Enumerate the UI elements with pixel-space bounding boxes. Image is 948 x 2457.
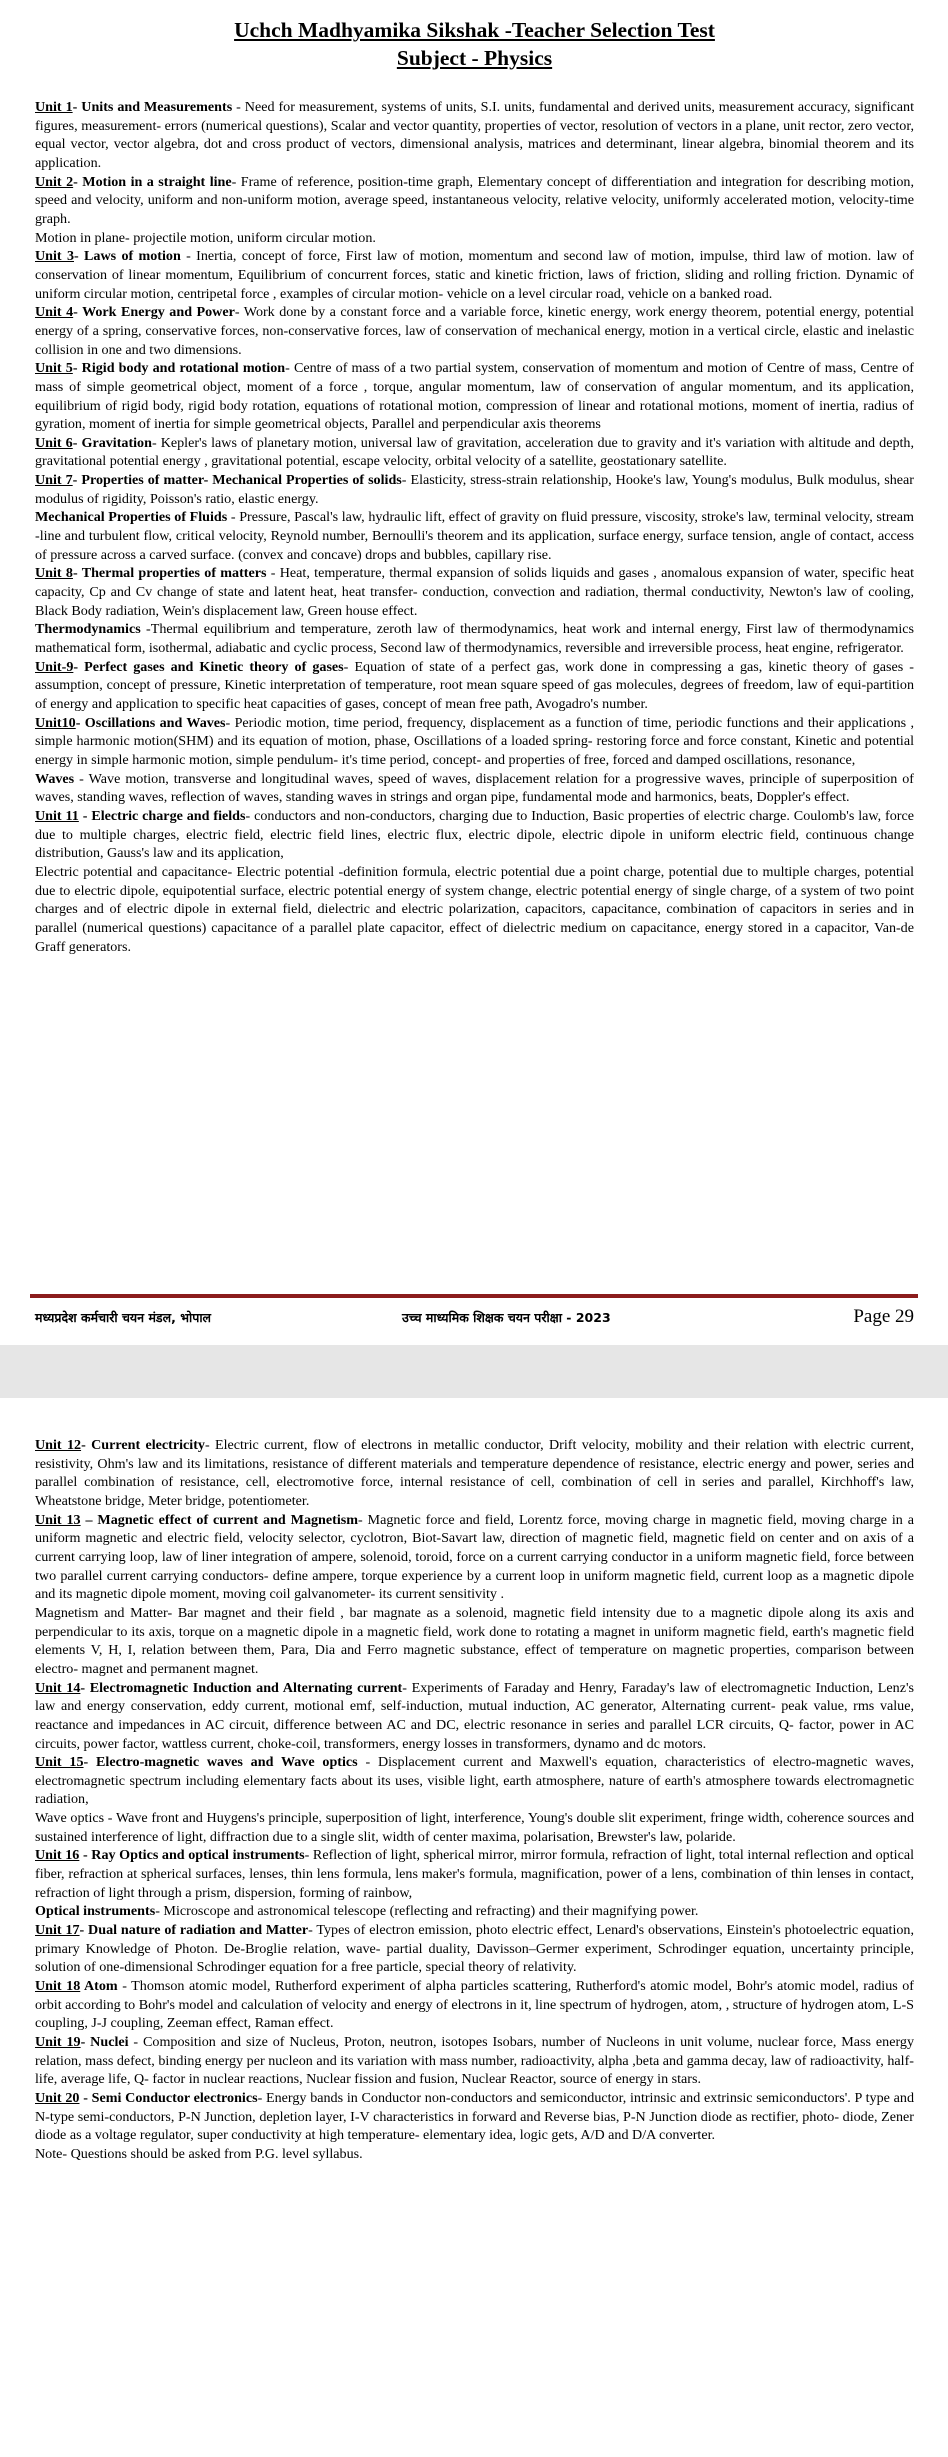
unit-topics: Magnetism and Matter- Bar magnet and their field , bar magnate as a solenoid, magnetic field intensity due to a magnetic dipole along its axis and perpendicular to its axis, torque on a magnetic dipole in a magnetic field, work done to rotating a magnet in uniform magnetic field, earth's magnetic field elements V, H, I, relation between them, Para, Dia and Ferro magnetic substance, effect of temperature on magnetic properties, comparison between electro- magnet and permanent magnet. (35, 1604, 914, 1677)
syllabus-paragraph (35, 1846, 914, 1902)
unit-title: - Current electricity (81, 1437, 205, 1453)
unit-topics: - Energy bands in Conductor non-conductors and semiconductor, intrinsic and extrinsic semiconductors'. P type and N-type semi-conductors, P-N Junction, depletion layer, I-V characteristics in forward and Reverse bias, P-N Junction diode as rectifier, photo- diode, Zener diode as a voltage regulator, super conductivity at high temperature- elementary idea, logic gets, A/D and D/A converter. (35, 2089, 914, 2144)
syllabus-paragraph (35, 807, 914, 863)
syllabus-paragraph (35, 658, 914, 714)
unit-heading (35, 472, 402, 488)
unit-number: Unit 3 (35, 248, 74, 265)
unit-topics: - Centre of mass of a two partial system, conservation of momentum and motion of Centre of mass, Centre of mass of simple geometrical object, moment of a force , torque, angular momentum, law of conservation of angular momentum, and its application, equilibrium of rigid body, rigid body rotation, equations of rotational motion, compression of linear and rotational motions, moment of inertia, radius of gyration, moment of inertia for simple geometrical objects, Parallel and perpendicular axis theorems (35, 360, 914, 433)
unit-title: - Units and Measurements (72, 99, 233, 115)
unit-title: - Electric charge and fields (78, 807, 246, 824)
title-block (35, 0, 914, 72)
syllabus-paragraph (35, 620, 914, 657)
unit-topics: - Composition and size of Nucleus, Proton, neutron, isotopes Isobars, number of Nucleons in unit volume, nuclear force, Mass energy relation, mass defect, binding energy per nucleon and its variation with mass number, radioactivity, alpha ,beta and gamma decay, law of radioactivity, half- life, average life, Q- factor in nuclear reactions, Nuclear fission and fusion, Nuclear Reactor, source of energy in stars. (35, 2034, 914, 2088)
syllabus-paragraph (35, 1604, 914, 1679)
syllabus-paragraph (35, 2145, 914, 2164)
syllabus-paragraph (35, 1436, 914, 1511)
unit-title: - Electro-magnetic waves and Wave optics (83, 1754, 358, 1771)
unit-topics: - Experiments of Faraday and Henry, Faraday's law of electromagnetic Induction, Lenz's law and energy conservation, eddy current, motional emf, self-induction, mutual induction, AC generator, Alternating current- peak value, rms value, reactance and impedances in AC circuit, difference between AC and DC, electric resonance in series and parallel LCR circuits, Q- factor, power in AC circuits, power factor, wattless current, choke-coil, transformers, energy losses in transformers, dynamo and dc motors. (35, 1679, 914, 1752)
syllabus-paragraph (35, 1977, 914, 2033)
unit-heading (35, 1847, 305, 1863)
unit-title: - Properties of matter- Mechanical Properties of solids (72, 472, 402, 489)
unit-heading (35, 1903, 155, 1919)
unit-topics: - Need for measurement, systems of units, S.I. units, fundamental and derived units, measurement accuracy, significant figures, measurement- errors (numerical questions), Scalar and vector quantity, properties of vector, resolution of vectors in a plane, unit rector, zero vector, equal vector, vector algebra, dot and cross product of vectors, dimensional analysis, matrices and determinant, linear algebra, binomial theorem and its application. (35, 99, 915, 171)
unit-heading (35, 565, 266, 581)
unit-heading (35, 1680, 402, 1696)
unit-topics: - Heat, temperature, thermal expansion of solids liquids and gases , anomalous expansion of water, specific heat capacity, Cp and Cv change of state and latent heat, heat transfer- conduction, convection and radiation, thermal conductivity, Newton's law of cooling, Black Body radiation, Wein's displacement law, Green house effect. (35, 565, 915, 619)
unit-heading (35, 771, 74, 787)
syllabus-content-page1 (35, 98, 914, 956)
unit-number: Unit 12 (35, 1437, 82, 1453)
unit-topics: - Inertia, concept of force, First law of motion, momentum and second law of motion, impulse, third law of motion. law of conservation of linear momentum, Equilibrium of concurrent forces, static and kinetic friction, laws of friction, sliding and rolling friction. Dynamic of uniform circular motion, centripetal force , examples of circular motion- vehicle on a level circular road, vehicle on a banked road. (35, 248, 914, 302)
unit-number: Unit 6 (35, 434, 73, 451)
syllabus-paragraph (35, 770, 914, 807)
syllabus-paragraph (35, 2033, 914, 2089)
unit-topics: - Elasticity, stress-strain relationship, Hooke's law, Young's modulus, Bulk modulus, shear modulus of rigidity, Poisson's ratio, elastic energy. (35, 472, 914, 507)
unit-heading (35, 509, 227, 525)
unit-topics: - Magnetic force and field, Lorentz force, moving charge in magnetic field, moving charge in a uniform magnetic and electric field, velocity selector, cyclotron, Biot-Savart law, direction of magnetic field, magnetic field on center and on axis of a current carrying loop, law of liner integration of ampere, solenoid, toroid, force on a current carrying conductor in a uniform magnetic field, force between two parallel current carrying conductors- define ampere, torque experience by a current loop in uniform magnetic field, current loop as a magnetic dipole and its magnetic dipole moment, moving coil galvanometer- its current sensitivity . (35, 1511, 914, 1603)
unit-number: Unit 15 (35, 1754, 84, 1771)
unit-topics: - Types of electron emission, photo electric effect, Lenard's observations, Einstein's photoelectric equation, primary Knowledge of Photon. De-Broglie relation, wave- partial duality, Davisson–Germer experiment, Schrodinger equation, uncertainty principle, solution of one-dimensional Schrodinger equation for a free particle, special theory of relativity. (35, 1922, 915, 1976)
unit-topics: - Periodic motion, time period, frequency, displacement as a function of time, periodic functions and their applications , simple harmonic motion(SHM) and its equation of motion, phase, Oscillations of a loaded spring- restoring force and force constant, Kinetic and potential energy in simple harmonic motion, simple pendulum- it's time period, concept- and properties of free, forced and damped oscillations, resonance, (35, 714, 915, 768)
unit-number: Unit 18 (35, 1978, 81, 1995)
syllabus-paragraph (35, 229, 914, 248)
document-subtitle: Subject - Physics (396, 46, 553, 70)
syllabus-paragraph (35, 471, 914, 508)
unit-topics: - Microscope and astronomical telescope (reflecting and refracting) and their magnifying power. (155, 1903, 699, 1920)
unit-topics: - Kepler's laws of planetary motion, universal law of gravitation, acceleration due to gravity and it's variation with altitude and depth, gravitational potential energy , gravitational potential, escape velocity, orbital velocity of a satellite, geostationary satellite. (35, 434, 914, 470)
unit-topics: - Reflection of light, spherical mirror, mirror formula, refraction of light, total internal reflection and optical fiber, refraction at spherical surfaces, lenses, thin lens formula, lens maker's formula, magnification, power of a lens, combination of thin lenses in contact, refraction of light through a prism, dispersion, forming of rainbow, (35, 1847, 914, 1901)
unit-heading (35, 2090, 258, 2106)
unit-title: - Ray Optics and optical instruments (79, 1847, 305, 1864)
unit-topics: Wave optics - Wave front and Huygens's principle, superposition of light, interference, Young's double slit experiment, fringe width, coherence sources and sustained interference of light, diffraction due to a single slit, width of center maxima, polarisation, Brewster's law, polaride. (35, 1810, 914, 1845)
footer-rule (30, 1294, 918, 1298)
unit-title: - Electromagnetic Induction and Alternating current (80, 1679, 403, 1696)
unit-title: Thermodynamics (35, 621, 141, 638)
syllabus-paragraph (35, 434, 914, 471)
document-title: Uchch Madhyamika Sikshak -Teacher Selection Test (234, 18, 715, 42)
syllabus-paragraph (35, 1809, 914, 1846)
syllabus-paragraph (35, 98, 914, 173)
unit-heading (35, 1978, 118, 1994)
unit-number: Unit 5 (35, 360, 73, 377)
syllabus-paragraph (35, 508, 914, 564)
unit-heading (35, 360, 285, 376)
unit-topics: -Thermal equilibrium and temperature, zeroth law of thermodynamics, heat work and internal energy, First law of thermodynamics mathematical form, isothermal, adiabatic and cyclic process, Second law of thermodynamics, reversible and irreversible process, heat engine, refrigerator. (35, 621, 914, 657)
syllabus-paragraph (35, 2089, 914, 2145)
unit-heading (35, 435, 152, 451)
unit-title: - Semi Conductor electronics (79, 2089, 258, 2106)
unit-heading (35, 659, 344, 675)
unit-title: - Perfect gases and Kinetic theory of gases (73, 658, 344, 675)
unit-number: Unit 8 (35, 565, 73, 582)
page-30 (0, 1398, 948, 2457)
footer-exam-name: उच्च माध्यमिक शिक्षक चयन परीक्षा - 2023 (402, 1310, 611, 1325)
unit-number: Unit 16 (35, 1847, 80, 1864)
syllabus-paragraph (35, 247, 914, 303)
unit-title: - Dual nature of radiation and Matter (79, 1922, 309, 1939)
unit-heading (35, 1922, 308, 1938)
syllabus-paragraph (35, 863, 914, 956)
unit-number: Unit-9 (35, 658, 74, 675)
unit-number: Unit10 (35, 714, 76, 731)
unit-topics: Motion in plane- projectile motion, uniform circular motion. (35, 229, 376, 246)
unit-topics: - Wave motion, transverse and longitudinal waves, speed of waves, displacement relation for a progressive waves, principle of superposition of waves, standing waves, reflection of waves, standing waves in strings and organ pipe, fundamental mode and harmonics, beats, Doppler's effect. (35, 770, 914, 806)
page-footer (35, 1306, 914, 1330)
unit-topics: Electric potential and capacitance- Electric potential -definition formula, electric potential due a point charge, potential due to multiple charges, potential due to electric dipole, equipotential surface, electric potential energy of system change, electric potential energy of single charge, of a system of two point charges and of electric dipole in external field, dielectric and electric polarization, capacitors, capacitance, combination of capacitors in series and in parallel (numerical questions) capacitance of a parallel plate capacitor, effect of dielectric medium on capacitance, energy stored in a capacitor, Van-de Graff generators. (35, 863, 914, 955)
unit-number: Unit 4 (35, 304, 74, 321)
unit-title: Waves (35, 770, 75, 787)
unit-title: Mechanical Properties of Fluids (35, 509, 228, 526)
unit-heading (35, 1512, 358, 1528)
unit-title: - Thermal properties of matters (72, 565, 267, 582)
unit-heading (35, 715, 226, 731)
unit-topics: - Equation of state of a perfect gas, work done in compressing a gas, kinetic theory of gases - assumption, concept of pressure, Kinetic interpretation of temperature, root mean square speed of gas molecules, degrees of freedom, law of equi-partition of energy and application to specific heat capacities of gases, concept of mean free path, Avogadro's number. (35, 658, 914, 712)
unit-title: - Oscillations and Waves (75, 714, 226, 731)
footer-board-name: मध्यप्रदेश कर्मचारी चयन मंडल, भोपाल (35, 1310, 212, 1325)
unit-heading (35, 808, 246, 824)
unit-topics: - conductors and non-conductors, charging due to Induction, Basic properties of electric charge. Coulomb's law, force due to multiple charges, electric field, electric field lines, electric flux, electric dipole, electric dipole in uniform electric field, continuous change distribution, Gauss's law and its application, (35, 807, 914, 862)
syllabus-paragraph (35, 1921, 914, 1977)
unit-title: - Gravitation (72, 434, 152, 451)
unit-topics: - Pressure, Pascal's law, hydraulic lift, effect of gravity on fluid pressure, viscosity, stroke's law, terminal velocity, stream -line and turbulent flow, critical velocity, Reynold number, Bernoulli's theorem and its application, surface energy, surface tension, angle of contact, access of pressure across a carved surface. (convex and concave) drops and bubbles, capillary rise. (35, 509, 914, 563)
unit-title: - Nuclei (80, 2034, 129, 2050)
unit-heading (35, 174, 232, 190)
syllabus-paragraph (35, 359, 914, 434)
syllabus-content-page2 (35, 1436, 914, 2164)
unit-topics: Note- Questions should be asked from P.G. level syllabus. (35, 2145, 363, 2162)
syllabus-paragraph (35, 714, 914, 770)
unit-title: - Motion in a straight line (73, 173, 232, 190)
unit-title: Optical instruments (35, 1903, 156, 1920)
syllabus-paragraph (35, 1511, 914, 1604)
syllabus-paragraph (35, 173, 914, 229)
unit-heading (35, 1437, 205, 1453)
unit-heading (35, 621, 141, 637)
unit-title: - Laws of motion (74, 248, 181, 265)
syllabus-paragraph (35, 1902, 914, 1921)
unit-heading (35, 99, 232, 115)
unit-heading (35, 248, 181, 264)
unit-number: Unit 1 (35, 99, 73, 115)
unit-number: Unit 13 (35, 1511, 81, 1528)
unit-topics: - Frame of reference, position-time graph, Elementary concept of differentiation and integration for describing motion, speed and velocity, uniform and non-uniform motion, average speed, instantaneous velocity, relative velocity, uniformly accelerated motion, velocity-time graph. (35, 173, 914, 227)
unit-title: Atom (80, 1978, 118, 1995)
unit-number: Unit 14 (35, 1679, 81, 1696)
unit-topics: - Work done by a constant force and a variable force, kinetic energy, work energy theorem, potential energy, potential energy of a spring, conservative forces, non-conservative forces, law of conservation of mechanical energy, motion in a vertical circle, elastic and inelastic collision in one and two dimensions. (35, 304, 914, 358)
syllabus-paragraph (35, 1679, 914, 1754)
unit-topics: - Electric current, flow of electrons in metallic conductor, Drift velocity, mobility and their relation with electric current, resistivity, Ohm's law and its limitations, resistance of different materials and temperature dependence of resistance, electric energy and power, series and parallel combination of resistance, cell, electromotive force, internal resistance of cell, combination of cell in series and parallel, Kirchhoff's law, Wheatstone bridge, Meter bridge, potentiometer. (35, 1437, 915, 1509)
unit-heading (35, 1754, 358, 1770)
unit-number: Unit 20 (35, 2089, 80, 2106)
unit-number: Unit 11 (35, 807, 79, 824)
unit-title: - Work Energy and Power (73, 304, 235, 321)
unit-number: Unit 19 (35, 2034, 81, 2050)
unit-number: Unit 7 (35, 472, 73, 489)
syllabus-paragraph (35, 303, 914, 359)
unit-heading (35, 2034, 129, 2050)
unit-number: Unit 17 (35, 1922, 80, 1939)
unit-topics: - Displacement current and Maxwell's equation, characteristics of electro-magnetic waves, electromagnetic spectrum including elementary facts about its uses, visible light, earth atmosphere, nature of earth's atmosphere towards electromagnetic radiation, (35, 1754, 915, 1808)
syllabus-paragraph (35, 1753, 914, 1809)
unit-title: - Rigid body and rotational motion (72, 360, 286, 377)
unit-topics: - Thomson atomic model, Rutherford experiment of alpha particles scattering, Rutherford's atomic model, Bohr's atomic model, radius of orbit according to Bohr's model and calculation of velocity and energy of electrons in it, line spectrum of hydrogen, atom, , structure of hydrogen atom, L-S coupling, J-J coupling, Zeeman effect, Raman effect. (35, 1978, 914, 2032)
unit-number: Unit 2 (35, 173, 74, 190)
unit-heading (35, 304, 235, 320)
syllabus-paragraph (35, 564, 914, 620)
page-number: Page 29 (853, 1306, 914, 1327)
unit-title: – Magnetic effect of current and Magnetism (80, 1511, 358, 1528)
